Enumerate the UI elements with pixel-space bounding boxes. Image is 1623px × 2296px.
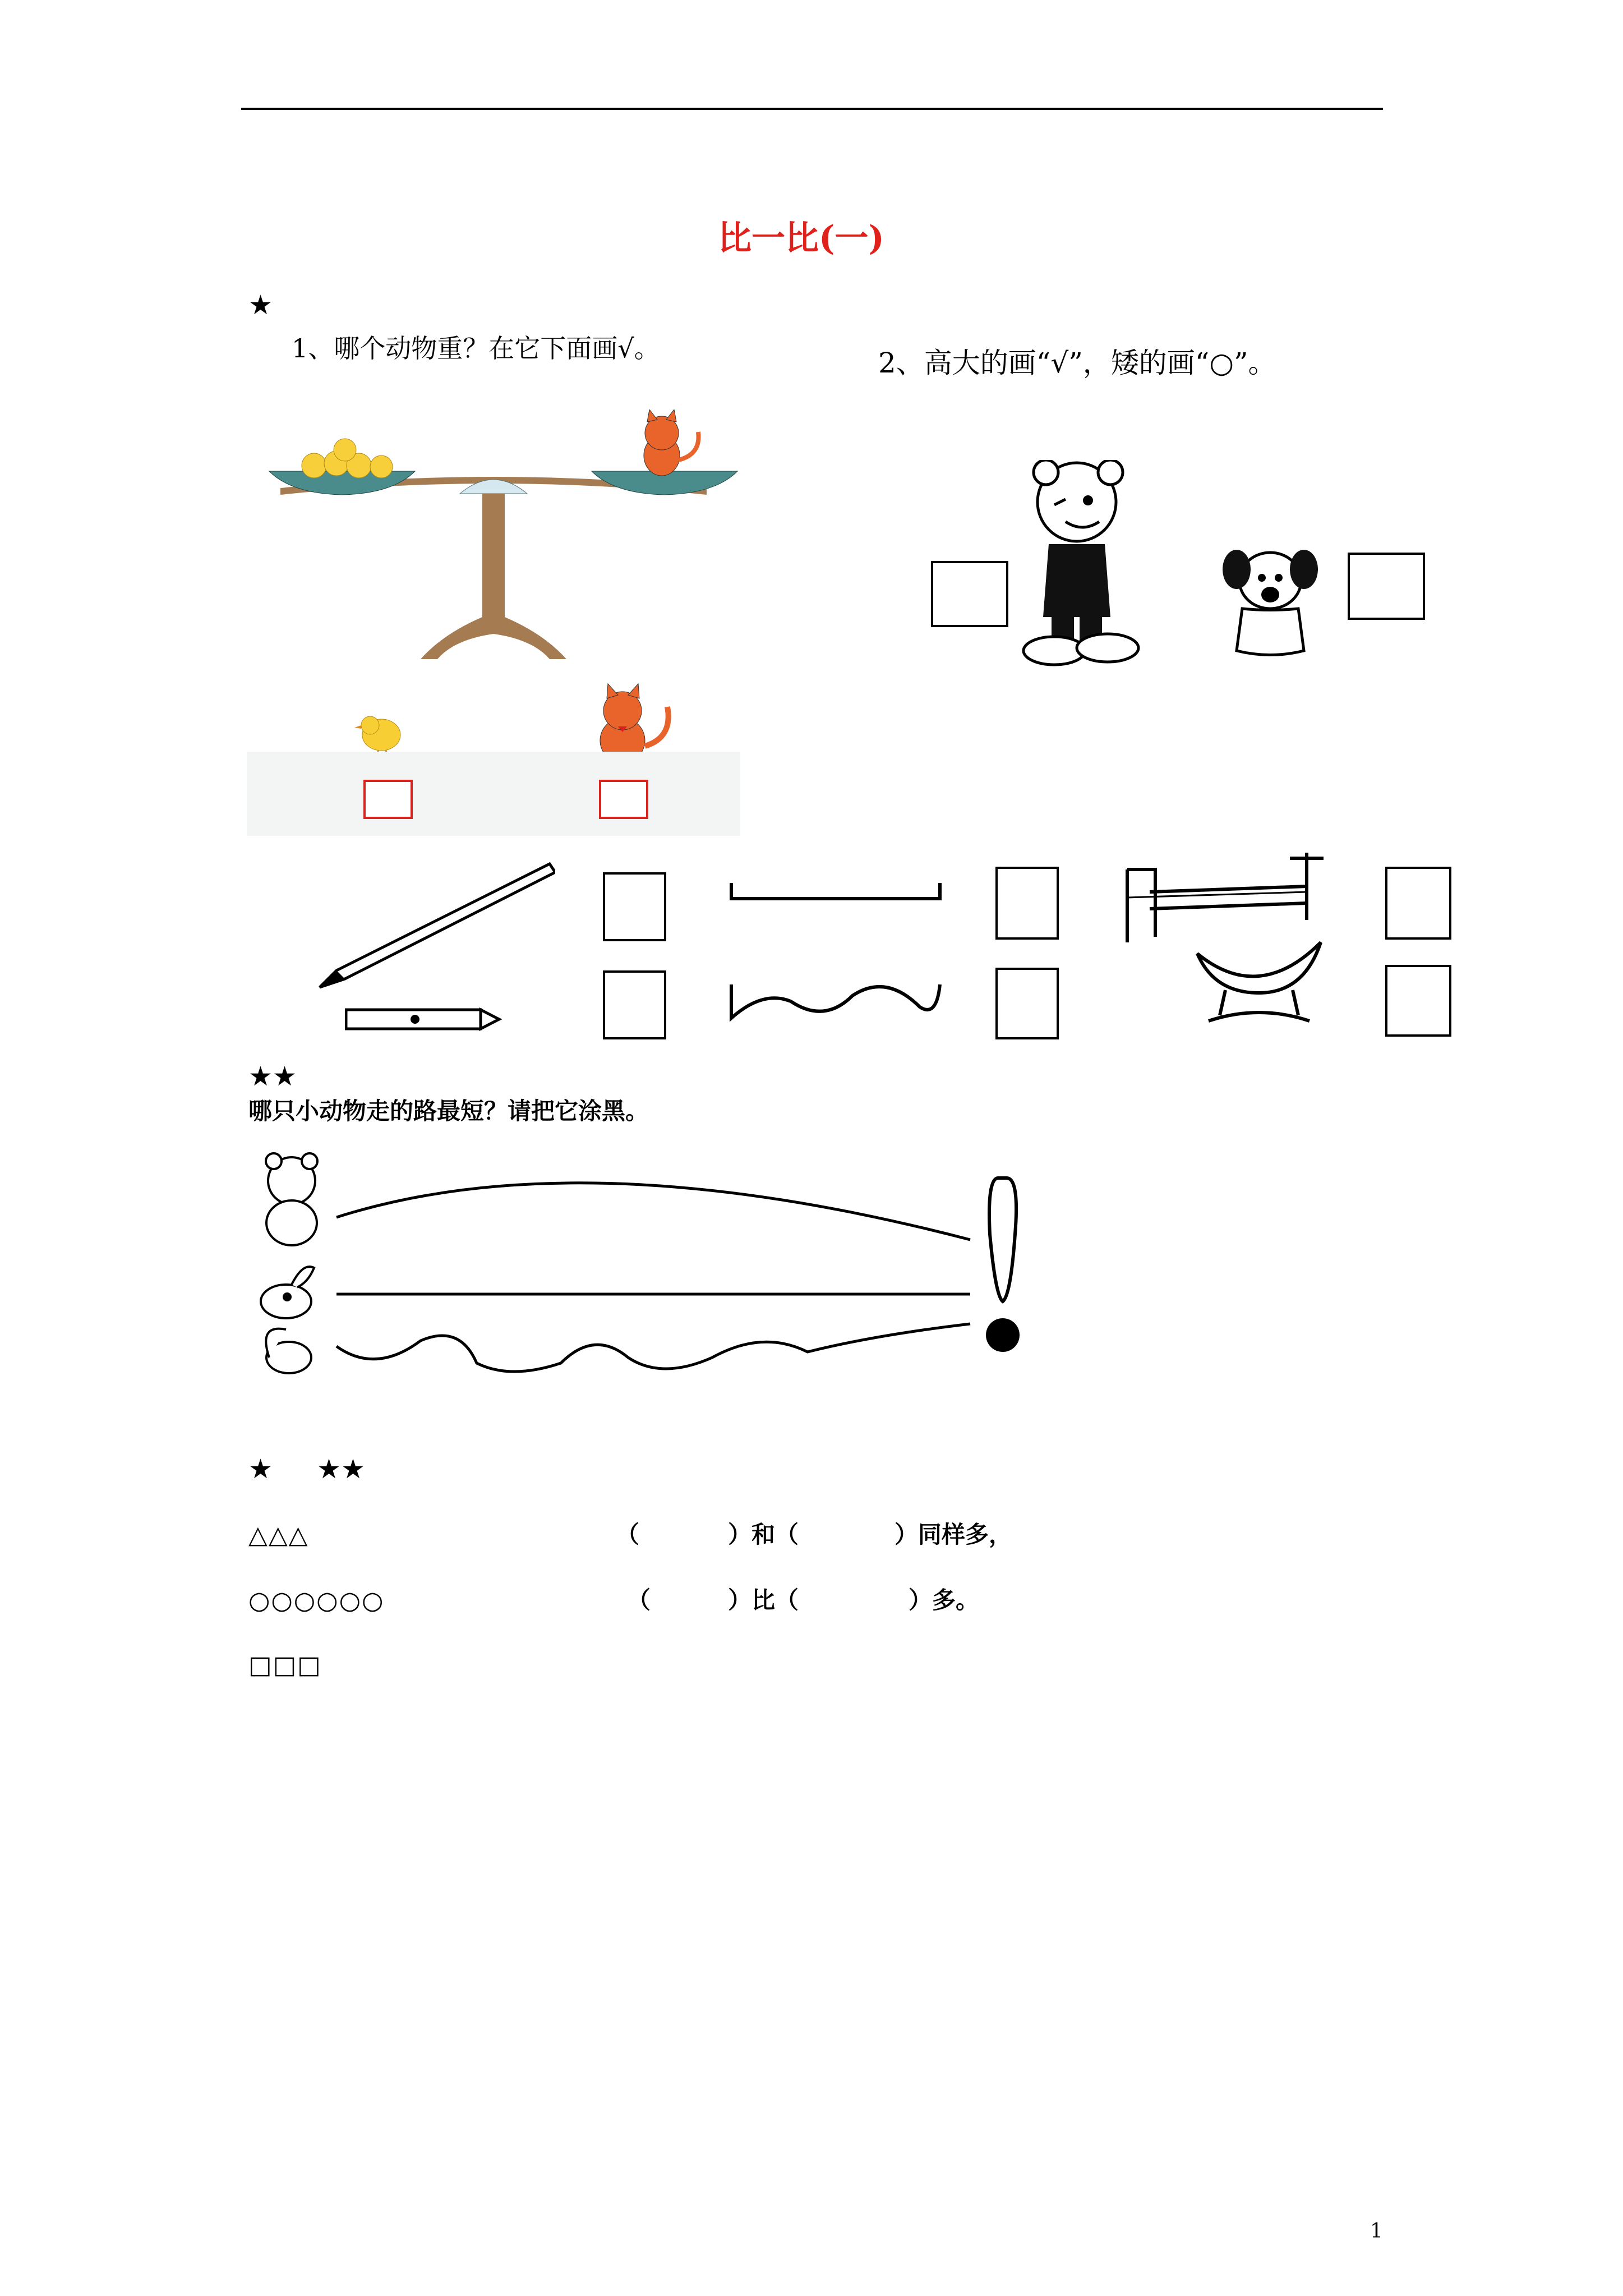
sentence-2-middle: ）比（ — [728, 1586, 799, 1614]
short-pencil-answer-box[interactable] — [603, 970, 666, 1039]
short-pencil-illustration — [345, 1004, 502, 1038]
cradle-answer-box[interactable] — [1385, 965, 1451, 1037]
circle-row: ○○○○○○ — [248, 1586, 385, 1615]
wavy-line-illustration — [729, 973, 942, 1029]
chick-answer-box[interactable] — [363, 780, 413, 819]
sentence-2-end: ）多。 — [909, 1586, 980, 1614]
sentence-2-open: （ — [627, 1586, 651, 1614]
question-3: 哪只小动物走的路最短？请把它涂黑。 — [248, 1097, 649, 1125]
chick-illustration — [353, 710, 409, 754]
difficulty-stars-3b: ★★ — [317, 1453, 366, 1485]
long-pencil-illustration — [314, 858, 555, 993]
long-pencil-answer-box[interactable] — [603, 872, 666, 941]
difficulty-stars-1: ★ — [248, 289, 273, 321]
bed-answer-box[interactable] — [1385, 867, 1451, 940]
difficulty-stars-3a: ★ — [248, 1453, 273, 1485]
sentence-1-end: ）同样多， — [895, 1521, 1013, 1548]
question-1: 1、哪个动物重？在它下面画√。 — [292, 333, 660, 364]
page-title: 比一比(一) — [718, 219, 884, 258]
tiger-illustration — [1021, 460, 1150, 673]
dog-illustration — [1214, 544, 1326, 662]
straight-line-answer-box[interactable] — [995, 867, 1059, 940]
triangle-row: △△△ — [248, 1521, 309, 1549]
dog-answer-box[interactable] — [1348, 553, 1425, 620]
path-race-illustration — [247, 1150, 1066, 1386]
sentence-1-open: （ — [616, 1521, 640, 1548]
wavy-line-answer-box[interactable] — [995, 968, 1059, 1039]
balance-scale-illustration — [247, 409, 751, 673]
question-2: 2、高大的画“√”，矮的画“○”。 — [878, 347, 1276, 379]
square-row: □□□ — [248, 1651, 322, 1680]
page-number: 1 — [1370, 2220, 1383, 2243]
header-rule — [241, 108, 1383, 110]
answer-area-background — [247, 752, 740, 836]
sentence-1-middle: ）和（ — [728, 1521, 799, 1548]
difficulty-stars-2: ★★ — [248, 1061, 297, 1092]
tiger-answer-box[interactable] — [931, 561, 1008, 627]
straight-line-illustration — [729, 881, 942, 903]
cradle-illustration — [1192, 931, 1326, 1032]
cat-answer-box[interactable] — [599, 780, 648, 819]
